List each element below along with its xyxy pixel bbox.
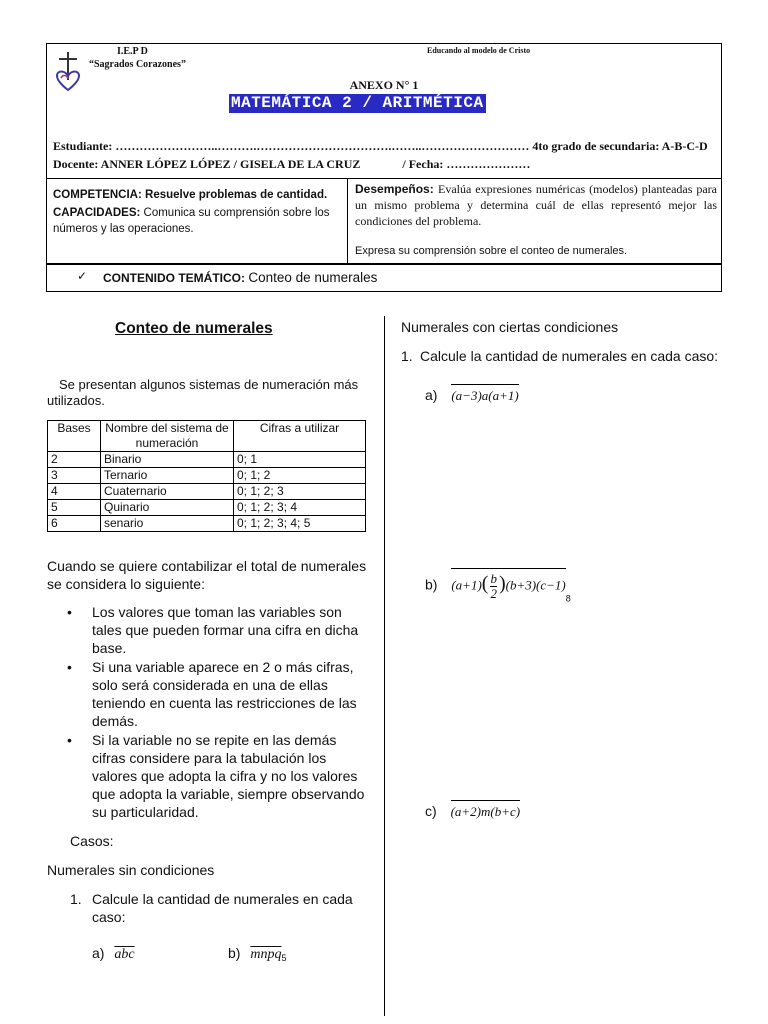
desempenos-section (355, 181, 717, 229)
intro-text: Se presentan algunos sistemas de numeración más utilizados. (47, 377, 359, 408)
table-header-row (48, 421, 366, 452)
question-text: Calcule la cantidad de numerales en cada caso: (420, 348, 719, 364)
table-row (48, 468, 366, 484)
item-b-right (425, 568, 571, 603)
bases-table (47, 420, 366, 532)
considerations-intro: Cuando se quiere contabilizar el total de numerales se considera lo siguiente: (47, 558, 367, 592)
item-a-left (92, 945, 135, 963)
table-header: Bases (48, 421, 101, 452)
item-label: a) (92, 945, 105, 961)
question-1-right (401, 347, 721, 365)
fraction: $\frac{b}{2}$ (490, 571, 497, 601)
annex-title: ANEXO N° 1 (349, 78, 419, 92)
contenido-row (46, 264, 722, 292)
section-title: Conteo de numerales (115, 320, 273, 337)
capacidades-label: CAPACIDADES: (53, 207, 141, 219)
table-cell: senario (101, 516, 234, 532)
sin-condiciones-heading: Numerales sin condiciones (47, 862, 215, 878)
casos-heading: Casos: (70, 833, 114, 849)
item-label: b) (425, 576, 438, 593)
numeral-base: 8 (565, 593, 571, 604)
question-text: Calcule la cantidad de numerales en cada caso: (92, 891, 353, 925)
con-condiciones-heading: Numerales con ciertas condiciones (401, 319, 619, 335)
school-subtitle: “Sagrados Corazones” (89, 59, 186, 70)
table-header: Nombre del sistema de numeración (101, 421, 234, 452)
list-item: • Los valores que toman las variables son tales que pueden formar una cifra en dicha base. (67, 604, 359, 656)
column-divider (347, 179, 348, 263)
table-cell: 0; 1; 2; 3; 4 (234, 500, 366, 516)
bullet-icon: • (67, 732, 72, 748)
list-item: • Si la variable no se repite en las demás cifras considere para la tabulación los valores que adopta la cifra y no los valores que adopta la variable, siempre observando su particularidad. (67, 732, 365, 820)
item-label: b) (228, 945, 241, 961)
table-cell: Ternario (101, 468, 234, 484)
item-a-right (425, 384, 519, 404)
capacidades-text: Comunica su comprensión sobre los números y las operaciones. (53, 207, 330, 235)
contenido-label: CONTENIDO TEMÁTICO: (103, 271, 245, 285)
considerations-list (47, 603, 367, 822)
table-cell: 4 (48, 484, 101, 500)
numeral-expression: $\overline{abc}$ (114, 947, 135, 962)
question-number: 1. (70, 891, 82, 907)
item-label: a) (425, 387, 438, 403)
table-row (48, 452, 366, 468)
question-1-left (70, 890, 370, 926)
list-item: • Si una variable aparece en 2 o más cifras, solo será considerada en una de ellas teniendo en cuenta las restricciones de las demás. (67, 659, 357, 729)
competencia-section (53, 187, 338, 237)
table-cell: 5 (48, 500, 101, 516)
table-cell: 0; 1; 2; 3 (234, 484, 366, 500)
course-title: MATEMÁTICA 2 / ARITMÉTICA (231, 94, 484, 112)
table-cell: 2 (48, 452, 101, 468)
table-row (48, 484, 366, 500)
student-line: Estudiante: ……………………..……….…………………………….……..……………………… 4to grado de secundaria: A-B-C-D (53, 139, 708, 153)
desempenos-text: Evalúa expresiones numéricas (modelos) planteadas para un mismo problema y determina cuál de ellas representó mejor las condiciones del problema. (355, 182, 717, 228)
expresa-text: Expresa su comprensión sobre el conteo de numerales. (355, 245, 628, 257)
question-number: 1. (401, 348, 413, 364)
school-name: I.E.P D (117, 46, 148, 57)
item-c-right (425, 800, 520, 820)
numeral-expression: (a+1)( $\frac{b}{2}$ )(b+3)(c−1) (451, 568, 565, 601)
competencia-box (46, 179, 722, 264)
header-box (46, 43, 722, 179)
page-column-divider (384, 316, 385, 1016)
numeral-expression: mnpq (250, 947, 282, 962)
desempenos-label: Desempeños: (355, 182, 434, 196)
table-row (48, 516, 366, 532)
bullet-icon: • (67, 604, 72, 620)
bullet-icon: • (67, 659, 72, 675)
table-cell: 3 (48, 468, 101, 484)
school-motto: Educando al modelo de Cristo (427, 46, 531, 55)
teacher-line: Docente: ANNER LÓPEZ LÓPEZ / GISELA DE LA CRUZ / Fecha: ………………… (53, 157, 531, 171)
table-cell: Quinario (101, 500, 234, 516)
contenido-text: Conteo de numerales (248, 270, 378, 285)
numeral-expression: (a−3)a(a+1) (451, 384, 518, 404)
item-b-left (228, 945, 286, 963)
table-header: Cifras a utilizar (234, 421, 366, 452)
table-cell: 0; 1; 2 (234, 468, 366, 484)
competencia-label: COMPETENCIA: (53, 189, 142, 201)
item-label: c) (425, 803, 437, 819)
numeral-expression: (a+2)m(b+c) (451, 800, 521, 820)
table-row (48, 500, 366, 516)
numeral-base: 5 (281, 953, 287, 963)
table-cell: 0; 1; 2; 3; 4; 5 (234, 516, 366, 532)
table-cell: Cuaternario (101, 484, 234, 500)
table-cell: Binario (101, 452, 234, 468)
table-cell: 6 (48, 516, 101, 532)
table-cell: 0; 1 (234, 452, 366, 468)
competencia-text: Resuelve problemas de cantidad. (145, 189, 328, 201)
checkmark-icon: ✓ (77, 269, 88, 283)
